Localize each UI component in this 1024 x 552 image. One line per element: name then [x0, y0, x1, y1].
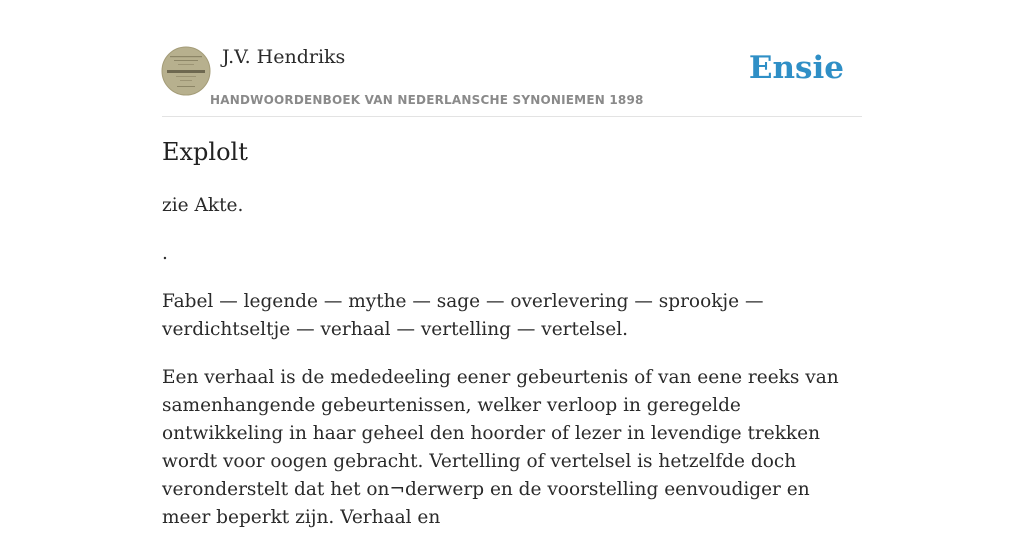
- header: [162, 0, 862, 117]
- paragraph-see-also: zie Akte.: [162, 195, 244, 216]
- brand-logo[interactable]: Ensie: [748, 50, 844, 86]
- book-cover-icon: [162, 47, 210, 95]
- page: [162, 0, 862, 528]
- paragraph-definition: Een verhaal is de mededeeling eener gebeurtenis of van eene reeks van samenhangende gebeurtenissen, welker verloop in geregelde ontwikkeling in haar geheel den hoorder of lezer in levendige trekken wordt voor oogen gebracht. Vertelling of vertelsel is hetzelfde doch veronderstelt dat het on¬derwerp en de voorstelling eenvoudiger en meer beperkt zijn. Verhaal en: [162, 367, 839, 528]
- paragraph-synonyms: Fabel — legende — mythe — sage — overlevering — sprookje — verdichtseltje — verhaal — vertelling — vertelsel.: [162, 291, 764, 340]
- source-dictionary[interactable]: HANDWOORDENBOEK VAN NEDERLANSCHE SYNONIEMEN 1898: [210, 93, 644, 107]
- avatar[interactable]: [162, 47, 210, 95]
- paragraph-separator: .: [162, 243, 168, 264]
- entry-title: Explolt: [162, 138, 248, 166]
- author-name[interactable]: J.V. Hendriks: [222, 46, 346, 68]
- entry-body: [162, 192, 862, 552]
